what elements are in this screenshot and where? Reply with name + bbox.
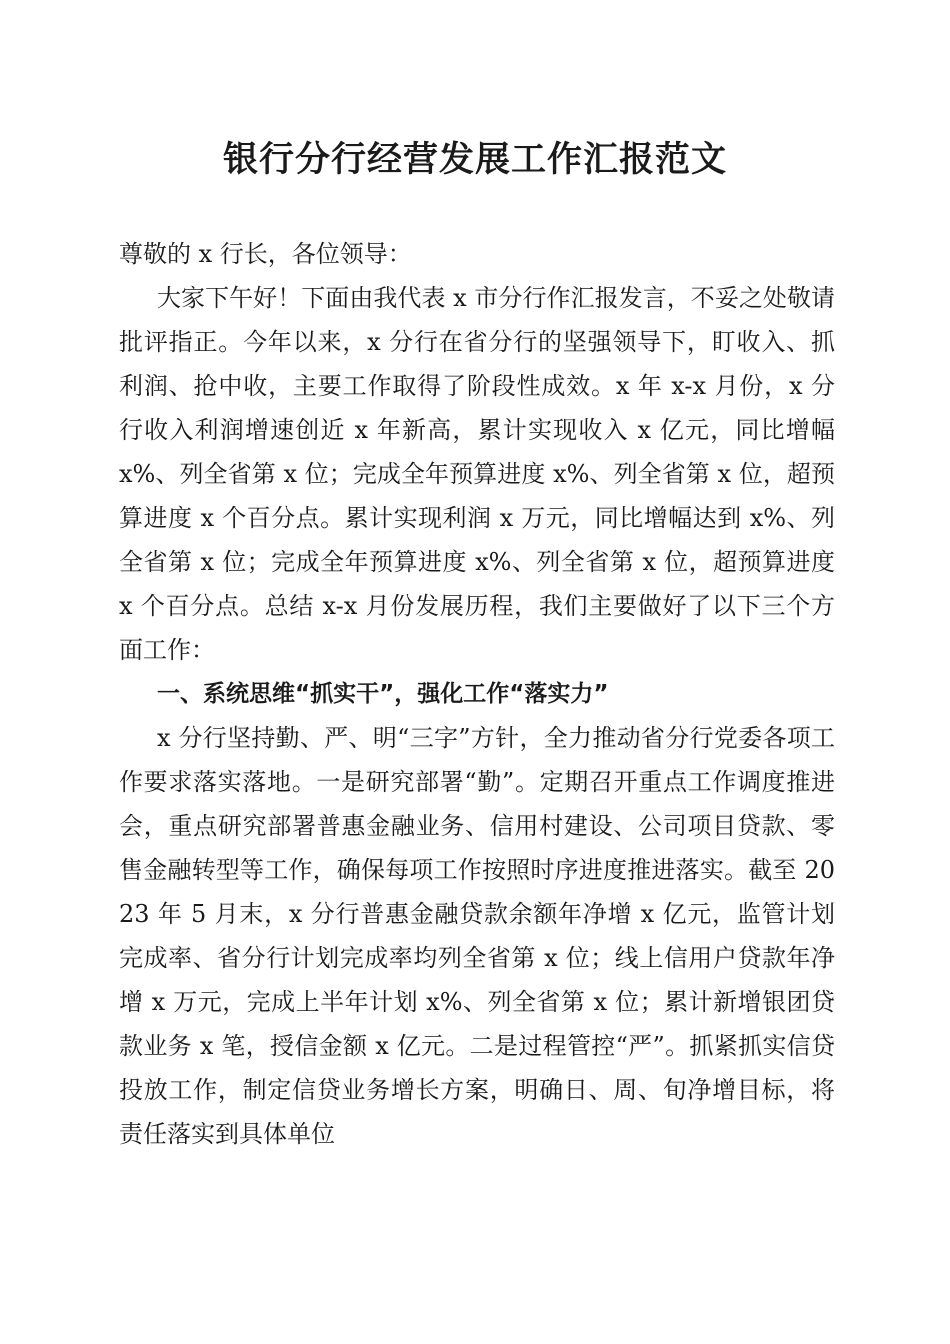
salutation: 尊敬的 x 行长，各位领导： (119, 240, 412, 268)
paragraph-intro: 大家下午好！下面由我代表 x 市分行作汇报发言，不妥之处敬请批评指正。今年以来，x 分行在省分行的坚强领导下，盯收入、抓利润、抢中收，主要工作取得了阶段性成效。x 年 x-x 月份，x 分行收入利润增速创近 x 年新高，累计实现收入 x 亿元，同比增幅 x%、列全省第 x 位；完成全年预算进度 x%、列全省第 x 位，超预算进度 x 个百分点。累计实现利润 x 万元，同比增幅达到 x%、列全省第 x 位；完成全年预算进度 x%、列全省第 x 位，超预算进度 x 个百分点。总结 x-x 月份发展历程，我们主要做好了以下三个方面工作： (119, 284, 835, 664)
document-title: 银行分行经营发展工作汇报范文 (222, 139, 727, 180)
section-heading-1: 一、系统思维“抓实干”，强化工作“落实力” (157, 681, 609, 707)
paragraph-section-1: x 分行坚持勤、严、明“三字”方针，全力推动省分行党委各项工作要求落实落地。一是研究部署“勤”。定期召开重点工作调度推进会，重点研究部署普惠金融业务、信用村建设、公司项目贷款、零售金融转型等工作，确保每项工作按照时序进度推进落实。截至 2023 年 5 月末，x 分行普惠金融贷款余额年净增 x 亿元，监管计划完成率、省分行计划完成率均列全省第 x 位；线上信用户贷款年净增 x 万元，完成上半年计划 x%、列全省第 x 位；累计新增银团贷款业务 x 笔，授信金额 x 亿元。二是过程管控“严”。抓紧抓实信贷投放工作，制定信贷业务增长方案，明确日、周、旬净增目标，将责任落实到具体单位 (119, 724, 835, 1148)
document-body (119, 232, 835, 1156)
